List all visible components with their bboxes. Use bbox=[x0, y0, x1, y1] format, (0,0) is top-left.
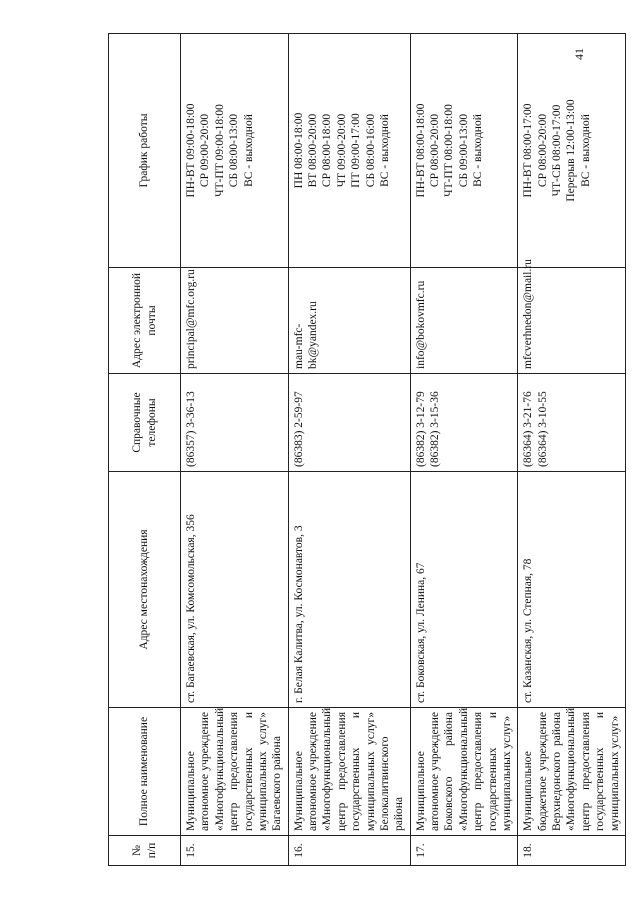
row-address: ст. Боковская, ул. Ленина, 67 bbox=[410, 472, 518, 708]
row-num: 15. bbox=[181, 836, 289, 866]
schedule-line: ПН-ВТ 09:00-18:00 bbox=[185, 103, 197, 198]
mfc-table bbox=[108, 33, 626, 866]
row-num: 17. bbox=[410, 836, 518, 866]
schedule-line: СР 08:00-18:00 bbox=[321, 113, 334, 188]
phone-line: (86364) 3-21-76 bbox=[522, 391, 535, 467]
row-schedule bbox=[288, 34, 410, 268]
schedule-line: ПН-ВТ 08:00-17:00 bbox=[522, 103, 535, 198]
phone-line: (86382) 3-15-36 bbox=[429, 391, 441, 467]
row-schedule bbox=[518, 34, 626, 268]
schedule-line: ВС - выходной bbox=[579, 114, 592, 187]
schedule-line: ПН 08:00-18:00 bbox=[292, 112, 305, 189]
schedule-line: СБ 09:00-13:00 bbox=[457, 113, 470, 188]
row-schedule bbox=[181, 34, 289, 268]
header-email: Адрес электронной почты bbox=[109, 268, 181, 374]
schedule-line: ВТ 08:00-20:00 bbox=[307, 113, 319, 188]
header-address: Адрес местонахождения bbox=[109, 472, 181, 708]
row-name: Муниципальное бюджетное учреждение Верхнедонского района «Многофункциональный центр предоставления государственных и муниципальных услуг» bbox=[518, 708, 626, 836]
schedule-line: ЧТ 09:00-20:00 bbox=[335, 113, 348, 188]
row-name: Муниципальное автономное учреждение «Многофункциональный центр предоставления государственных и муниципальных услуг» Белокалитвинского района bbox=[288, 708, 410, 836]
schedule-line: ПТ 09:00-17:00 bbox=[350, 113, 363, 188]
schedule-line: Перерыв 12:00-13:00 bbox=[565, 99, 578, 202]
table-row bbox=[518, 34, 626, 866]
row-phones bbox=[410, 374, 518, 472]
row-email: info@bokovmfc.ru bbox=[410, 268, 518, 374]
row-num: 16. bbox=[288, 836, 410, 866]
phone-line: (86382) 3-12-79 bbox=[414, 391, 427, 467]
table-row bbox=[181, 34, 289, 866]
header-schedule: График работы bbox=[109, 34, 181, 268]
row-phones bbox=[518, 374, 626, 472]
schedule-line: СБ 08:00-16:00 bbox=[364, 113, 377, 188]
row-phones bbox=[181, 374, 289, 472]
schedule-line: ЧТ-ПТ 08:00-18:00 bbox=[443, 104, 456, 197]
schedule-line: ВС - выходной bbox=[378, 114, 391, 187]
phone-line: (86383) 2-59-97 bbox=[292, 391, 305, 467]
schedule-line: ЧТ-ПТ 09:00-18:00 bbox=[213, 104, 226, 197]
row-email: mau-mfc-bk@yandex.ru bbox=[288, 268, 410, 374]
schedule-line: СР 09:00-20:00 bbox=[199, 113, 212, 188]
row-email: mfcverhnedon@mail.ru bbox=[518, 268, 626, 374]
header-phones: Справочные телефоны bbox=[109, 374, 181, 472]
table-row bbox=[288, 34, 410, 866]
schedule-line: ВС - выходной bbox=[242, 114, 255, 187]
row-address: г. Белая Калитва, ул. Космонавтов, 3 bbox=[288, 472, 410, 708]
phone-line: (86357) 3-36-13 bbox=[185, 391, 197, 467]
row-name: Муниципальное автономное учреждение Боковского района «Многофункциональный центр предоставления государственных и муниципальных услуг» bbox=[410, 708, 518, 836]
row-name: Муниципальное автономное учреждение «Многофункциональный центр предоставления государственных и муниципальных услуг» Багаевского района bbox=[181, 708, 289, 836]
table-header-row bbox=[109, 34, 181, 866]
header-name: Полное наименование bbox=[109, 708, 181, 836]
row-address: ст. Казанская, ул. Степная, 78 bbox=[518, 472, 626, 708]
row-num: 18. bbox=[518, 836, 626, 866]
header-num: № п/п bbox=[109, 836, 181, 866]
row-address: ст. Багаевская, ул. Комсомольская, 356 bbox=[181, 472, 289, 708]
row-schedule bbox=[410, 34, 518, 268]
row-phones bbox=[288, 374, 410, 472]
row-email: principal@mfc.org.ru bbox=[181, 268, 289, 374]
page-number: 41 bbox=[572, 48, 586, 60]
phone-line: (86364) 3-10-55 bbox=[536, 391, 549, 467]
schedule-line: ЧТ-СБ 08:00-17:00 bbox=[551, 104, 563, 197]
schedule-line: СР 08:00-20:00 bbox=[536, 113, 549, 188]
schedule-line: СР 08:00-20:00 bbox=[429, 113, 441, 188]
schedule-line: ПН-ВТ 08:00-18:00 bbox=[414, 103, 427, 198]
schedule-line: СБ 08:00-13:00 bbox=[228, 113, 241, 188]
schedule-line: ВС - выходной bbox=[472, 114, 485, 187]
table-row bbox=[410, 34, 518, 866]
